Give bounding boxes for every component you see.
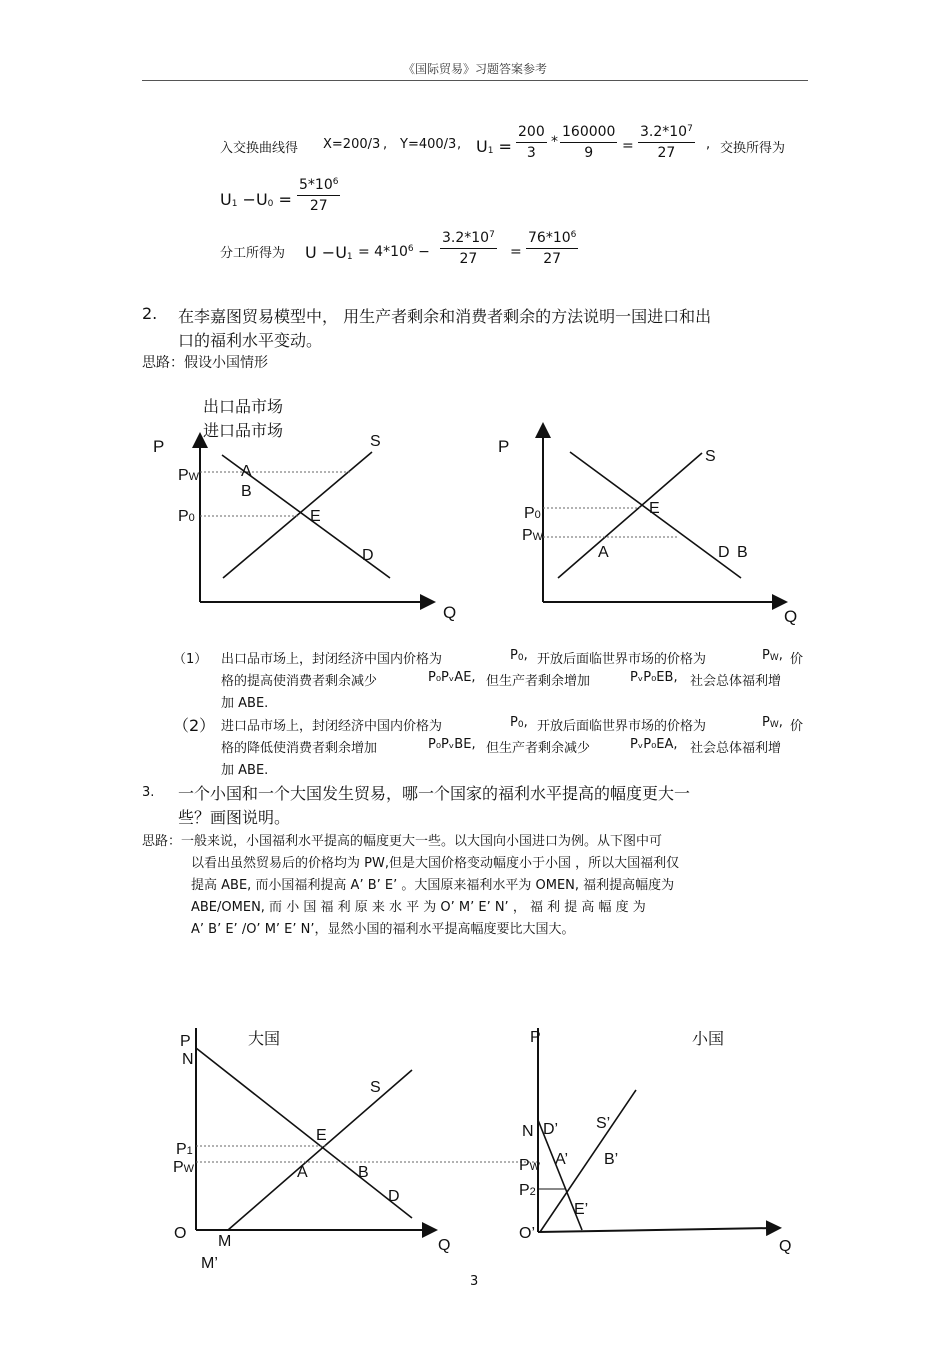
svg-text:Q: Q [438,1237,451,1254]
frac-f: $\frac{76*10^6}{27}$ [528,230,577,267]
svg-text:O’: O’ [519,1225,535,1242]
q3-hint1: 思路：一般来说，小国福利水平提高的幅度更大一些。以大国向小国进口为例。从下图中可 [142,834,663,849]
point2-num: （2） [173,716,216,735]
svg-text:P: P [180,1033,191,1050]
svg-text:M’: M’ [201,1255,218,1272]
svg-text:B’: B’ [604,1151,619,1168]
page-number: 3 [470,1274,479,1289]
demand-curve [196,1048,412,1218]
calc-line3-u: U −U1 [305,243,353,262]
calc-line1-suffix: 交换所得为 [720,141,786,156]
svg-text:M: M [218,1233,232,1250]
calc-line3-term: = $4*10^6$ − [358,244,430,260]
svg-text:A’: A’ [555,1151,569,1168]
calc-u1: U1 = [476,137,512,156]
point1-text: 出口品市场上，封闭经济中国内价格为 [221,652,443,667]
svg-text:PW: PW [519,1157,541,1174]
import-market-graph [498,430,797,626]
small-country-graph [519,1028,791,1255]
svg-text:A: A [598,544,609,561]
q3-hint5: A’ B’ E’ /O’ M’ E’ N’，显然小国的福利水平提高幅度要比大国大。 [191,922,575,937]
page-header: 《国际贸易》习题答案参考 [402,62,547,76]
calc-x-value: X=200/3 [323,137,381,152]
calc-line3-prefix: 分工所得为 [220,246,286,261]
calc-y-value: Y=400/3 [400,137,457,152]
svg-text:E: E [310,508,321,525]
q3-hint3: 提高 ABE, 而小国福利提高 A’ B’ E’ 。大国原来福利水平为 OMEN, 福利提高幅度为 [191,878,675,893]
q3-number: 3. [142,785,155,800]
svg-text:D: D [718,544,730,561]
svg-text:大国: 大国 [248,1031,281,1048]
big-country-graph [173,1028,540,1272]
fig1-graphs [0,420,950,640]
frac-b: $\frac{160000}{9}$ [562,124,616,161]
svg-text:S’: S’ [596,1115,611,1132]
svg-text:P1: P1 [176,1141,193,1158]
svg-text:PW: PW [522,527,544,544]
q2-line2: 口的福利水平变动。 [178,331,323,350]
q2-hint: 思路：假设小国情形 [142,355,268,371]
svg-text:P0: P0 [524,505,541,522]
q3-line2: 些？画图说明。 [178,808,291,827]
svg-text:小国: 小国 [692,1031,725,1048]
svg-text:Q: Q [784,607,798,626]
axis-p: P [153,437,165,456]
svg-text:E: E [649,500,660,517]
svg-text:N: N [182,1051,194,1068]
calc-line1-prefix: 入交换曲线得 [220,141,299,156]
header-rule [142,80,808,81]
svg-text:B: B [737,544,748,561]
svg-text:P2: P2 [519,1182,536,1199]
svg-text:A: A [241,463,252,480]
export-market-graph [153,433,456,622]
svg-text:S: S [705,448,716,465]
q2-number: 2. [142,304,158,323]
svg-text:P: P [498,437,510,456]
svg-text:P: P [530,1029,541,1046]
point1-num: （1） [173,652,208,667]
fig1-title-export: 出口品市场 [203,397,284,416]
svg-text:PW: PW [173,1159,195,1176]
svg-text:P0: P0 [178,508,195,525]
fig1-title-import: 进口品市场 [203,421,284,440]
svg-text:Q: Q [779,1238,792,1255]
svg-text:S: S [370,1079,381,1096]
frac-a: $\frac{200}{3}$ [518,124,545,161]
label-s: S [370,433,381,450]
label-d: D [362,547,374,564]
q3-hint4: ABE/OMEN, 而 小 国 福 利 原 来 水 平 为 O’ M’ E’ N’ ， 福 利 提 高 幅 度 为 [191,900,646,915]
svg-text:A: A [297,1164,308,1181]
frac-c: $\frac{3.2*10^7}{27}$ [640,124,693,161]
frac-d: $\frac{5*10^6}{27}$ [299,177,339,214]
frac-e: $\frac{3.2*10^7}{27}$ [442,230,495,267]
svg-text:E’: E’ [574,1201,589,1218]
fig2-graphs [0,1010,950,1280]
svg-text:E: E [316,1127,327,1144]
point2-text: 进口品市场上，封闭经济中国内价格为 [221,719,443,734]
supply-curve [558,453,702,578]
q3-hint2: 以看出虽然贸易后的价格均为 PW,但是大国价格变动幅度小于小国 ，所以大国福利仅 [191,856,680,871]
svg-text:B: B [241,483,252,500]
svg-text:D: D [388,1188,400,1205]
svg-text:N: N [522,1123,534,1140]
calc-u1-minus-u0: U1 −U0 = [220,190,292,209]
svg-text:O: O [174,1225,187,1242]
svg-text:D’: D’ [543,1121,559,1138]
q2-line1: 在李嘉图贸易模型中， 用生产者剩余和消费者剩余的方法说明一国进口和出 [178,307,712,326]
svg-text:B: B [358,1164,369,1181]
q3-line1: 一个小国和一个大国发生贸易，哪一个国家的福利水平提高的幅度更大一 [178,784,691,803]
axis-q: Q [443,603,457,622]
svg-text:PW: PW [178,467,200,484]
